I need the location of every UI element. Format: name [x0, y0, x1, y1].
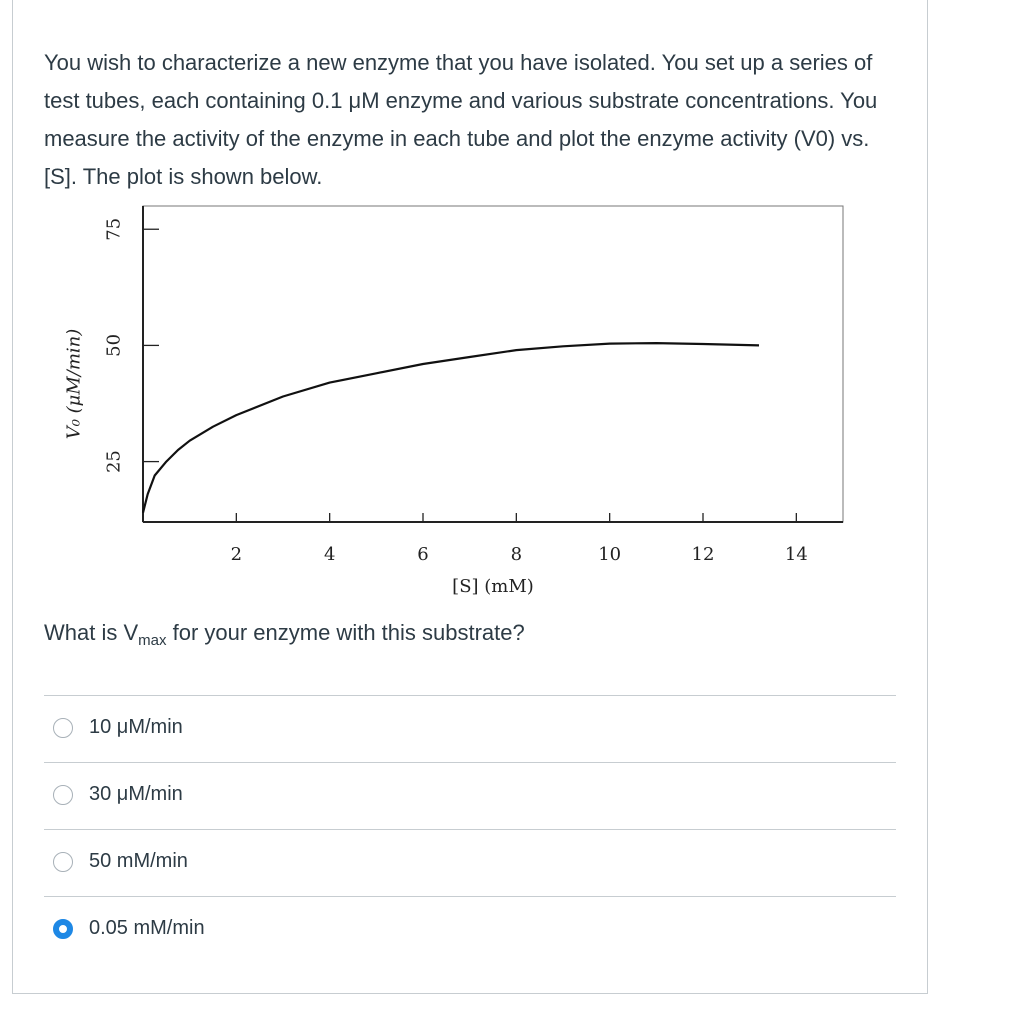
- answer-option-1[interactable]: [44, 696, 896, 763]
- radio-button-icon[interactable]: [53, 718, 73, 738]
- prompt-suffix: for your enzyme with this substrate?: [166, 620, 525, 645]
- prompt-subscript: max: [138, 632, 167, 649]
- answer-label: 10 μM/min: [89, 716, 183, 738]
- question-text: You wish to characterize a new enzyme that you have isolated. You set up a series of test tubes, each containing 0.1 μM enzyme and various substrate concentrations. You measure the activity of the enzyme in each tube and plot the enzyme activity (V0) vs. [S]. The plot is shown below.: [44, 50, 878, 189]
- answer-list: [44, 695, 896, 963]
- x-tick-label: 6: [417, 544, 429, 565]
- y-tick-label: 25: [103, 450, 125, 474]
- answer-label: 50 mM/min: [89, 850, 188, 872]
- x-tick-label: 14: [784, 544, 808, 565]
- radio-button-icon[interactable]: [53, 785, 73, 805]
- y-tick-label: 75: [103, 217, 125, 241]
- y-axis-label: V₀ (μM/min): [63, 328, 85, 440]
- michaelis-menten-curve: [143, 343, 759, 513]
- answer-option-3[interactable]: [44, 830, 896, 897]
- x-tick-label: 10: [598, 544, 622, 565]
- x-tick-label: 8: [510, 544, 523, 565]
- chart-svg: [40, 196, 860, 606]
- prompt-prefix: What is V: [44, 620, 139, 645]
- question-prompt: [44, 620, 525, 649]
- answer-option-4[interactable]: [44, 897, 896, 963]
- radio-button-icon[interactable]: [53, 852, 73, 872]
- y-tick-label: 50: [103, 333, 125, 357]
- answer-label: 30 μM/min: [89, 783, 183, 805]
- answer-option-2[interactable]: [44, 763, 896, 830]
- radio-button-icon[interactable]: [53, 919, 73, 939]
- x-tick-label: 4: [323, 544, 336, 565]
- x-tick-label: 12: [691, 544, 715, 565]
- plot-frame-top-right: [143, 206, 843, 522]
- x-axis-label: [S] (mM): [452, 576, 534, 597]
- answer-label: 0.05 mM/min: [89, 917, 205, 939]
- x-tick-label: 2: [230, 544, 243, 565]
- enzyme-kinetics-chart: [40, 196, 860, 606]
